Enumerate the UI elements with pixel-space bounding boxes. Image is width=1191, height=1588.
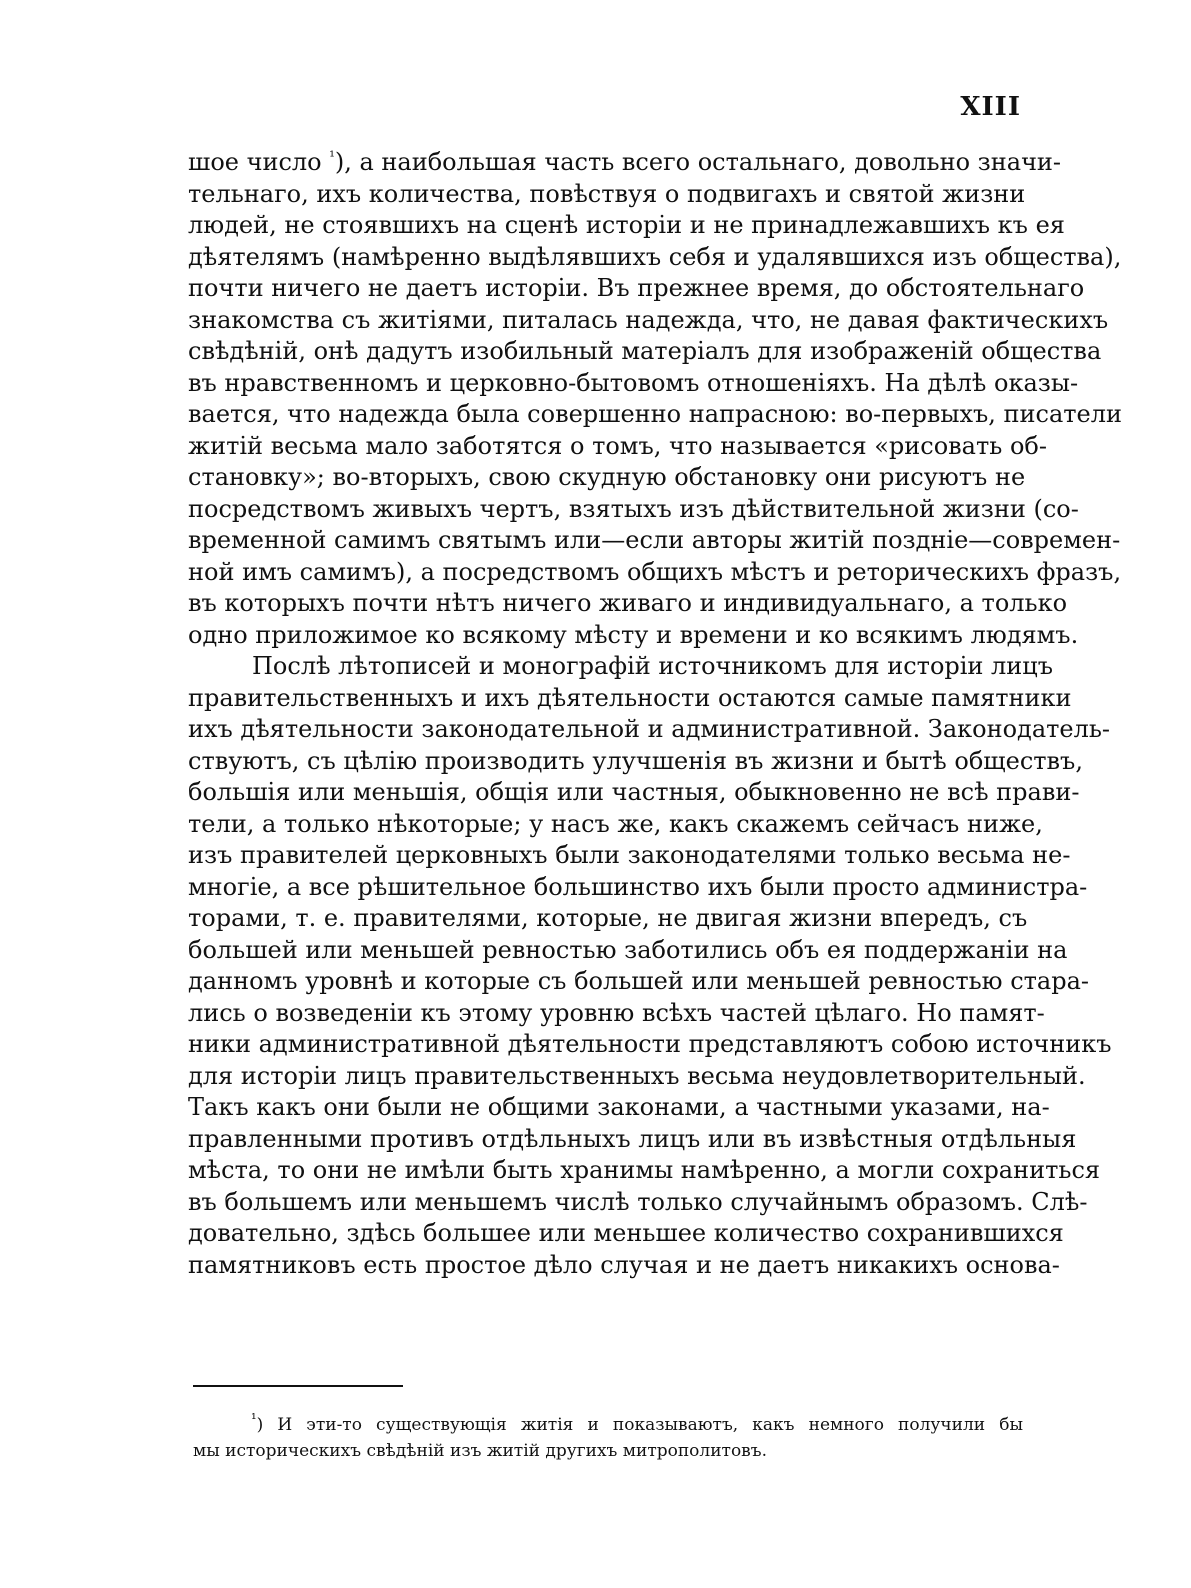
text-line: большія или меньшія, общія или частныя, обыкновенно не всѣ прави- — [188, 778, 1080, 806]
text-line: Послѣ лѣтописей и монографій источникомъ для исторіи лицъ — [252, 652, 1053, 680]
footnote — [193, 1412, 1023, 1464]
text-line: лись о возведеніи къ этому уровню всѣхъ частей цѣлаго. Но памят- — [188, 998, 1045, 1027]
text-line: въ большемъ или меньшемъ числѣ только случайнымъ образомъ. Слѣ- — [188, 1187, 1088, 1216]
text-line: вается, что надежда была совершенно напрасною: во-первыхъ, писатели — [188, 400, 1122, 428]
text-line: шое число $^{^1}$), а наибольшая часть всего остальнаго, довольно значи- — [188, 148, 1062, 176]
text-line: временной самимъ святымъ или—если авторы житій поздніе—современ- — [188, 526, 1121, 554]
paragraph — [188, 651, 1112, 1281]
text-line: правленными противъ отдѣльныхъ лицъ или въ извѣстныя отдѣльныя — [188, 1124, 1077, 1153]
footnote-line: $^{^1}$) И эти-то существующія житія и показываютъ, какъ немного получили бы — [251, 1411, 1023, 1435]
text-line: ствуютъ, съ цѣлію производить улучшенія въ жизни и бытѣ обществъ, — [188, 746, 1083, 775]
text-line: торами, т. е. правителями, которые, не двигая жизни впередъ, съ — [188, 904, 1028, 932]
footnote-marker: ¹ — [251, 1411, 257, 1428]
footnote-line: мы историческихъ свѣдѣній изъ житій другихъ митрополитовъ. — [193, 1441, 767, 1461]
text-line: дѣятелямъ (намѣренно выдѣлявшихъ себя и удалявшихся изъ общества), — [188, 242, 1122, 271]
body-text — [188, 147, 1122, 1281]
footnote-reference: ¹ — [329, 149, 335, 165]
text-line: ники административной дѣятельности представляютъ собою источникъ — [188, 1030, 1112, 1058]
text-line: почти ничего не даетъ исторіи. Въ прежнее время, до обстоятельнаго — [188, 274, 1085, 302]
text-line: становку»; во-вторыхъ, свою скудную обстановку они рисуютъ не — [188, 463, 1026, 491]
text-line: ной имъ самимъ), а посредствомъ общихъ мѣстъ и реторическихъ фразъ, — [188, 557, 1122, 586]
text-line: изъ правителей церковныхъ были законодателями только весьма не- — [188, 841, 1071, 869]
text-line: одно приложимое ко всякому мѣсту и времени и ко всякимъ людямъ. — [188, 620, 1079, 649]
paragraph — [188, 147, 1122, 651]
text-line: данномъ уровнѣ и которые съ большей или меньшей ревностью стара- — [188, 967, 1090, 995]
text-line: житій весьма мало заботятся о томъ, что называется «рисовать об- — [188, 431, 1047, 460]
text-line: памятниковъ есть простое дѣло случая и не даетъ никакихъ основа- — [188, 1250, 1060, 1279]
footnote-separator — [193, 1385, 403, 1387]
text-line: посредствомъ живыхъ чертъ, взятыхъ изъ дѣйствительной жизни (со- — [188, 494, 1079, 523]
text-line: тели, а только нѣкоторые; у насъ же, какъ скажемъ сейчасъ ниже, — [188, 809, 1043, 838]
text-line: Такъ какъ они были не общими законами, а частными указами, на- — [188, 1093, 1050, 1121]
text-line: для исторіи лицъ правительственныхъ весьма неудовлетворительный. — [188, 1061, 1086, 1090]
text-line: правительственныхъ и ихъ дѣятельности остаются самые памятники — [188, 683, 1072, 712]
text-line: въ нравственномъ и церковно-бытовомъ отношеніяхъ. На дѣлѣ оказы- — [188, 368, 1079, 397]
text-line: свѣдѣній, онѣ дадутъ изобильный матеріалъ для изображеній общества — [188, 337, 1102, 365]
text-line: людей, не стоявшихъ на сценѣ исторіи и не принадлежавшихъ къ ея — [188, 211, 1065, 239]
text-line: мѣста, то они не имѣли быть хранимы намѣренно, а могли сохраниться — [188, 1156, 1101, 1184]
text-line: многіе, а все рѣшительное большинство ихъ были просто администра- — [188, 872, 1088, 901]
text-line: довательно, здѣсь большее или меньшее количество сохранившихся — [188, 1219, 1064, 1247]
text-line: ихъ дѣятельности законодательной и административной. Законодатель- — [188, 715, 1111, 743]
text-line: большей или меньшей ревностью заботились объ ея поддержаніи на — [188, 935, 1068, 964]
text-line: въ которыхъ почти нѣтъ ничего живаго и индивидуальнаго, а только — [188, 589, 1068, 617]
page-number: XIII — [960, 92, 1021, 122]
text-line: знакомства съ житіями, питалась надежда, что, не давая фактическихъ — [188, 305, 1109, 334]
text-line: тельнаго, ихъ количества, повѣствуя о подвигахъ и святой жизни — [188, 179, 1026, 208]
